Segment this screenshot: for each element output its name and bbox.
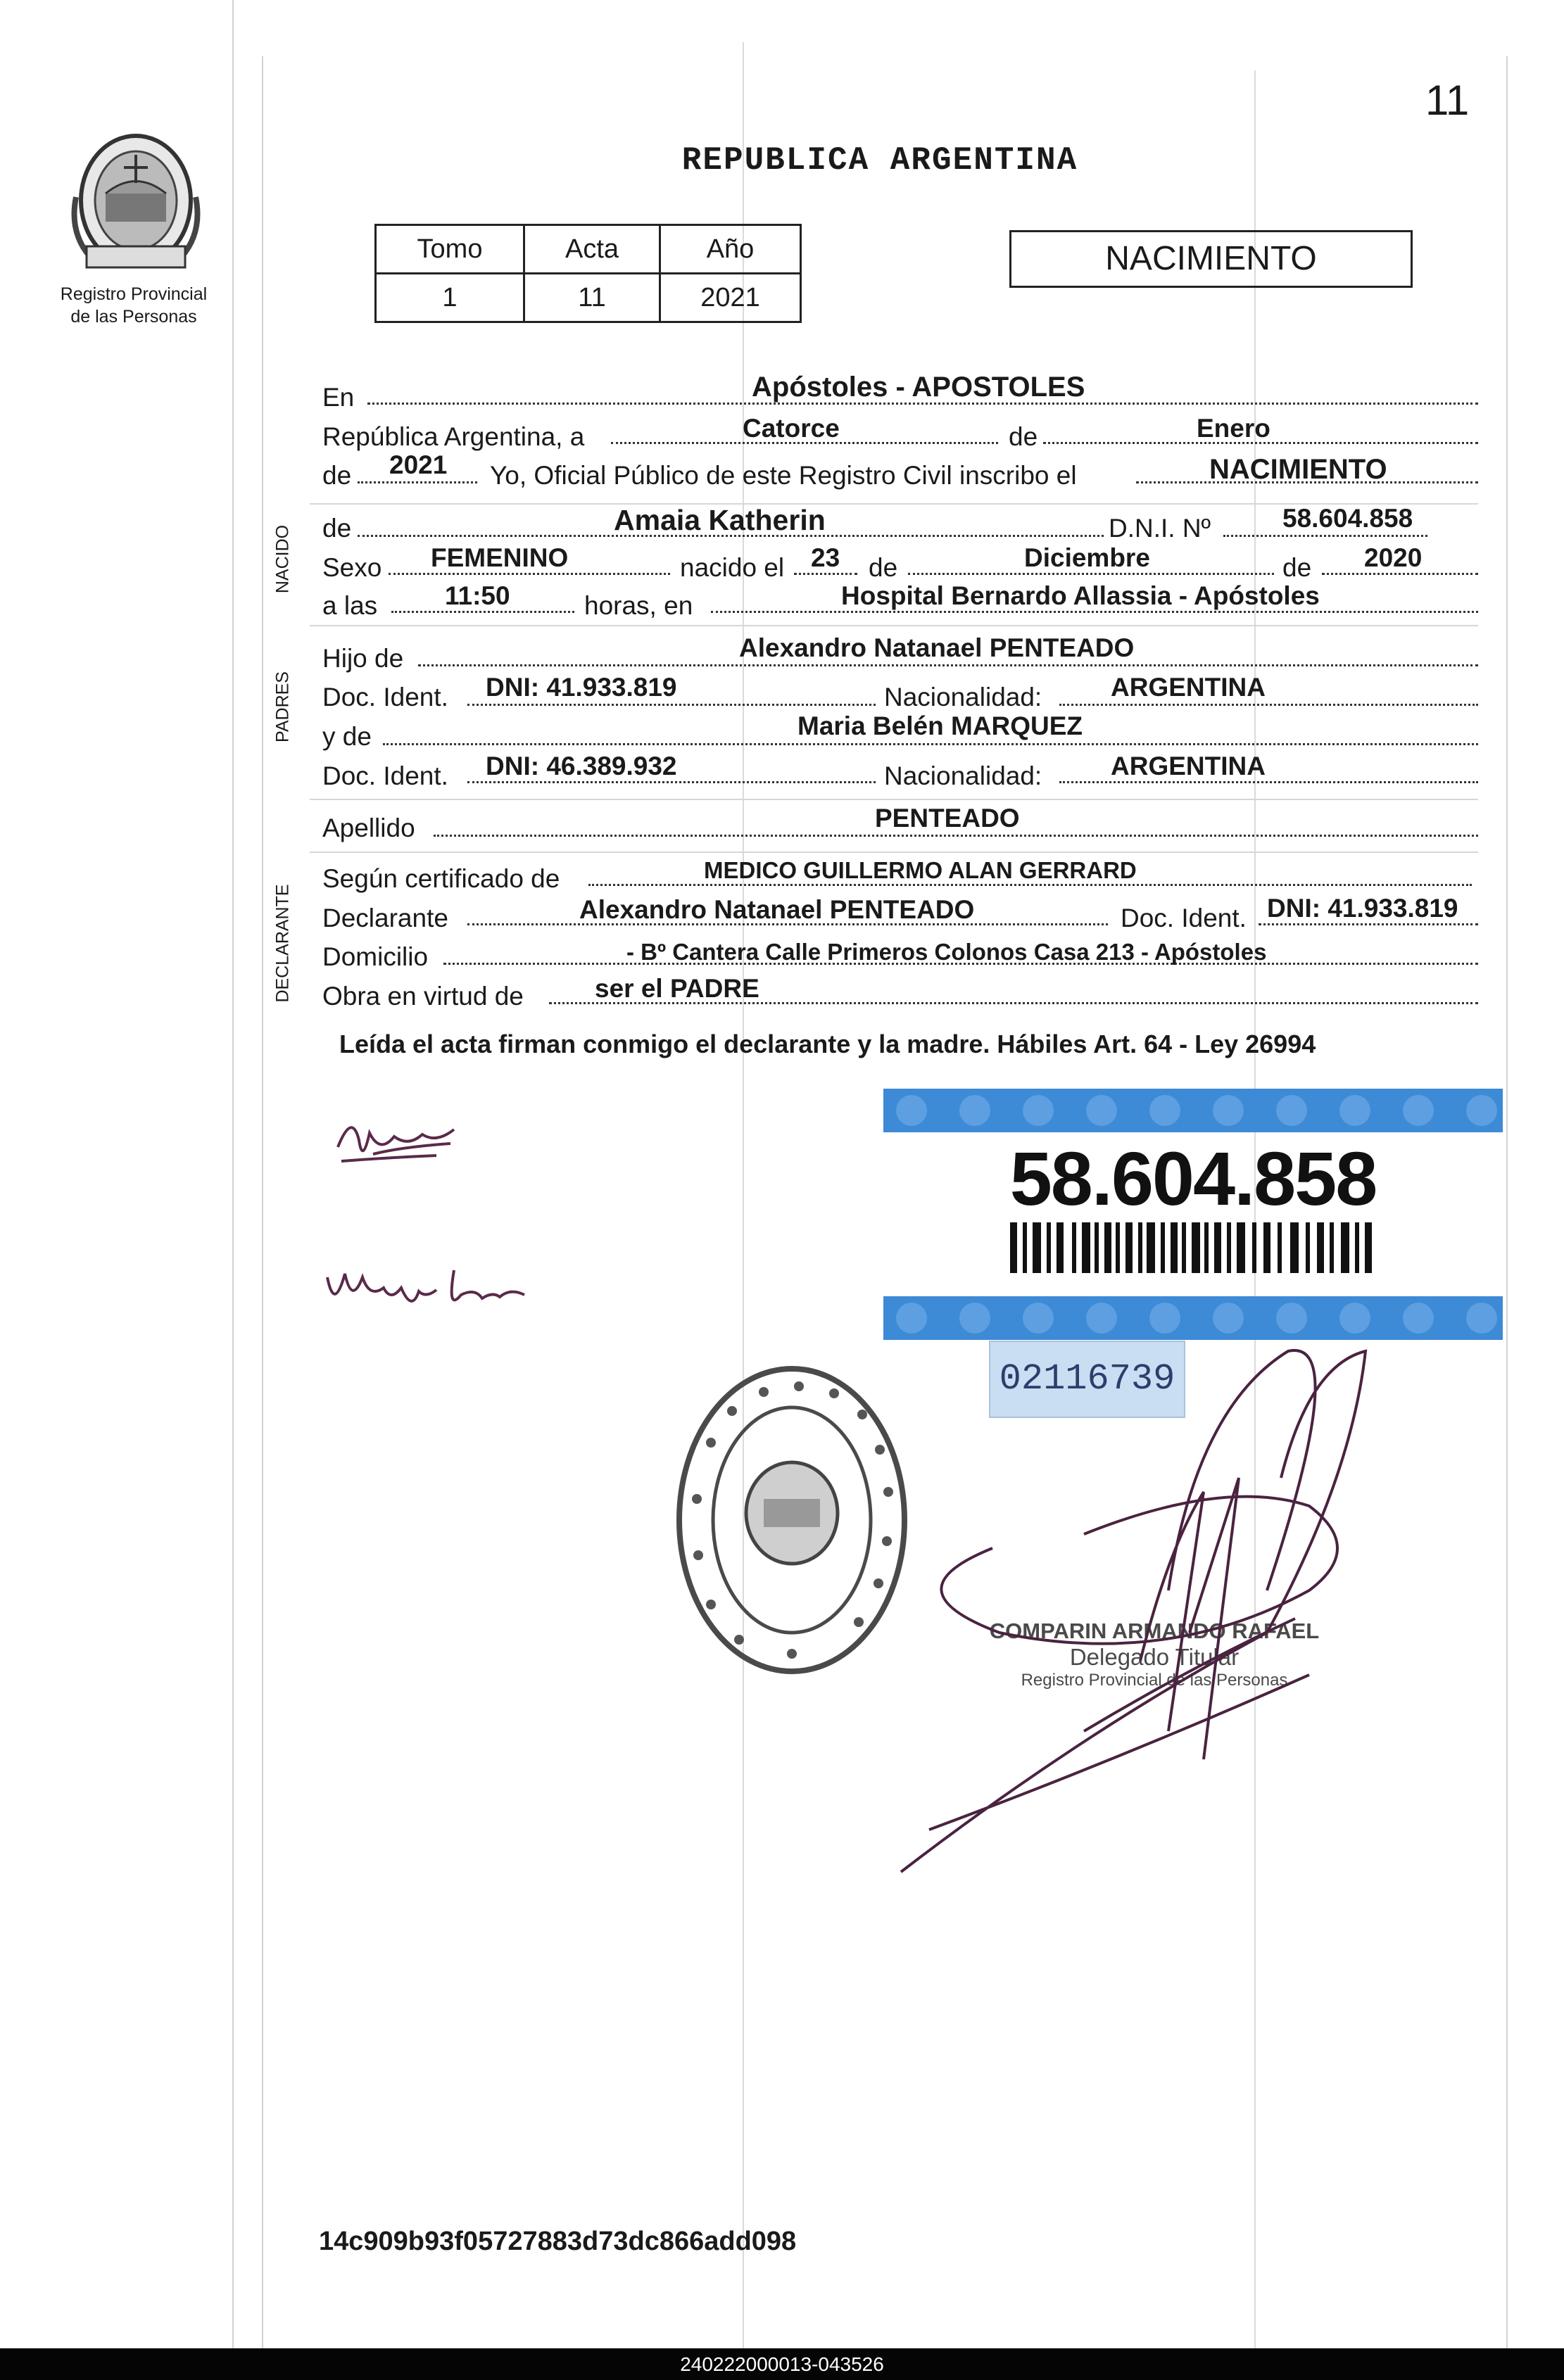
value-padre-nac: ARGENTINA bbox=[1111, 673, 1266, 702]
line-lugar bbox=[711, 611, 1478, 613]
section-label-declarante: DECLARANTE bbox=[272, 884, 293, 1003]
value-hora: 11:50 bbox=[445, 581, 510, 610]
value-tomo: 1 bbox=[376, 274, 524, 322]
value-tipo-inscripcion: NACIMIENTO bbox=[1209, 454, 1387, 485]
line-padre-doc bbox=[467, 704, 876, 706]
label-de: de bbox=[1009, 422, 1038, 451]
official-signature-icon bbox=[873, 1337, 1422, 1886]
label-declarante: Declarante bbox=[322, 904, 448, 932]
value-domicilio: - Bº Cantera Calle Primeros Colonos Casa 213 - Apóstoles bbox=[626, 939, 1267, 965]
section-rule-declarante bbox=[310, 852, 1478, 853]
value-anio: 2021 bbox=[389, 450, 448, 479]
mother-signature-icon bbox=[320, 1249, 538, 1327]
serial-number: 02116739 bbox=[989, 1341, 1185, 1418]
line-madre-doc bbox=[467, 781, 876, 783]
section-label-nacido: NACIDO bbox=[272, 524, 293, 594]
value-obra-en-virtud: ser el PADRE bbox=[595, 974, 759, 1003]
label-republica: República Argentina, a bbox=[322, 422, 585, 451]
label-de-anio-nac: de bbox=[1282, 553, 1312, 582]
value-localidad: Apóstoles - APOSTOLES bbox=[752, 372, 1085, 403]
value-madre: Maria Belén MARQUEZ bbox=[797, 711, 1083, 740]
officer-name: COMPARIN ARMANDO RAFAEL bbox=[989, 1619, 1320, 1643]
label-de-anio: de bbox=[322, 461, 352, 490]
label-y-de: y de bbox=[322, 722, 372, 751]
value-dni: 58.604.858 bbox=[1282, 504, 1413, 533]
value-nombre: Amaia Katherin bbox=[614, 504, 826, 536]
label-de-nombre: de bbox=[322, 514, 352, 543]
label-a-las: a las bbox=[322, 591, 378, 620]
page-number: 11 bbox=[1425, 77, 1470, 124]
value-madre-nac: ARGENTINA bbox=[1111, 752, 1266, 780]
officer-role: Delegado Titular bbox=[1069, 1644, 1240, 1670]
value-anio: 2021 bbox=[660, 274, 801, 322]
line-declarante-doc bbox=[1259, 923, 1478, 925]
label-obra-en-virtud: Obra en virtud de bbox=[322, 982, 524, 1011]
value-dia-texto: Catorce bbox=[743, 414, 840, 443]
officer-office: Registro Provincial de las Personas bbox=[1021, 1671, 1288, 1690]
crest-caption-line2: de las Personas bbox=[70, 307, 197, 327]
section-label-padres: PADRES bbox=[272, 671, 293, 742]
line-anio-nac bbox=[1322, 573, 1478, 575]
value-lugar: Hospital Bernardo Allassia - Apóstoles bbox=[841, 581, 1320, 610]
label-yo-oficial: Yo, Oficial Público de este Registro Civil inscribo el bbox=[490, 461, 1077, 490]
line-madre bbox=[383, 743, 1478, 745]
line-dni bbox=[1223, 535, 1427, 537]
value-padre-doc: DNI: 41.933.819 bbox=[486, 673, 677, 702]
header-acta: Acta bbox=[524, 225, 660, 274]
value-dia-nac: 23 bbox=[811, 543, 840, 572]
label-apellido: Apellido bbox=[322, 814, 415, 842]
value-mes: Enero bbox=[1197, 414, 1270, 443]
registry-table bbox=[374, 224, 802, 323]
label-doc-ident-padre: Doc. Ident. bbox=[322, 683, 448, 711]
label-doc-ident-madre: Doc. Ident. bbox=[322, 761, 448, 790]
footer-code: 240222000013-043526 bbox=[0, 2348, 1564, 2380]
value-padre: Alexandro Natanael PENTEADO bbox=[739, 633, 1135, 662]
label-dni: D.N.I. Nº bbox=[1109, 514, 1211, 543]
document-title: REPUBLICA ARGENTINA bbox=[681, 142, 1078, 179]
header-anio: Año bbox=[660, 225, 801, 274]
line-padre bbox=[418, 664, 1478, 666]
father-signature-icon bbox=[331, 1105, 472, 1182]
label-doc-ident-declarante: Doc. Ident. bbox=[1121, 904, 1247, 932]
line-dia-nac bbox=[794, 573, 857, 575]
crest-caption-line1: Registro Provincial bbox=[60, 284, 208, 304]
label-nacido-el: nacido el bbox=[680, 553, 785, 582]
value-anio-nac: 2020 bbox=[1364, 543, 1423, 572]
closing-text: Leída el acta firman conmigo el declarante y la madre. Hábiles Art. 64 - Ley 26994 bbox=[339, 1030, 1316, 1058]
dni-sticker-number: 58.604.858 bbox=[1009, 1136, 1377, 1221]
label-sexo: Sexo bbox=[322, 553, 382, 582]
line-apellido bbox=[434, 835, 1478, 837]
label-segun-certificado: Según certificado de bbox=[322, 864, 560, 893]
line-madre-nac bbox=[1059, 781, 1478, 783]
value-certificado: MEDICO GUILLERMO ALAN GERRARD bbox=[704, 857, 1137, 883]
header-tomo: Tomo bbox=[376, 225, 524, 274]
value-madre-doc: DNI: 46.389.932 bbox=[486, 752, 677, 780]
document-hash: 14c909b93f05727883d73dc866add098 bbox=[319, 2227, 797, 2256]
value-declarante: Alexandro Natanael PENTEADO bbox=[579, 895, 975, 924]
section-rule-padres bbox=[310, 625, 1478, 626]
line-mes-nac bbox=[908, 573, 1274, 575]
label-horas-en: horas, en bbox=[584, 591, 693, 620]
label-nacionalidad-madre: Nacionalidad: bbox=[884, 761, 1042, 790]
label-hijo-de: Hijo de bbox=[322, 644, 404, 673]
line-anio bbox=[358, 481, 477, 483]
line-certificado bbox=[588, 884, 1472, 886]
label-nacionalidad-padre: Nacionalidad: bbox=[884, 683, 1042, 711]
line-hora bbox=[391, 611, 574, 613]
value-declarante-doc: DNI: 41.933.819 bbox=[1267, 894, 1458, 923]
line-sexo bbox=[389, 573, 670, 575]
record-type-box: NACIMIENTO bbox=[1009, 230, 1413, 288]
province-crest-icon bbox=[62, 127, 210, 278]
line-padre-nac bbox=[1059, 704, 1478, 706]
value-mes-nac: Diciembre bbox=[1024, 543, 1150, 572]
value-apellido: PENTEADO bbox=[875, 804, 1020, 833]
label-en: En bbox=[322, 383, 355, 412]
value-sexo: FEMENINO bbox=[431, 543, 569, 572]
label-de-mes-nac: de bbox=[869, 553, 898, 582]
value-acta: 11 bbox=[524, 274, 660, 322]
section-rule-apellido bbox=[310, 799, 1478, 800]
label-domicilio: Domicilio bbox=[322, 942, 429, 971]
crest-caption bbox=[39, 283, 229, 328]
